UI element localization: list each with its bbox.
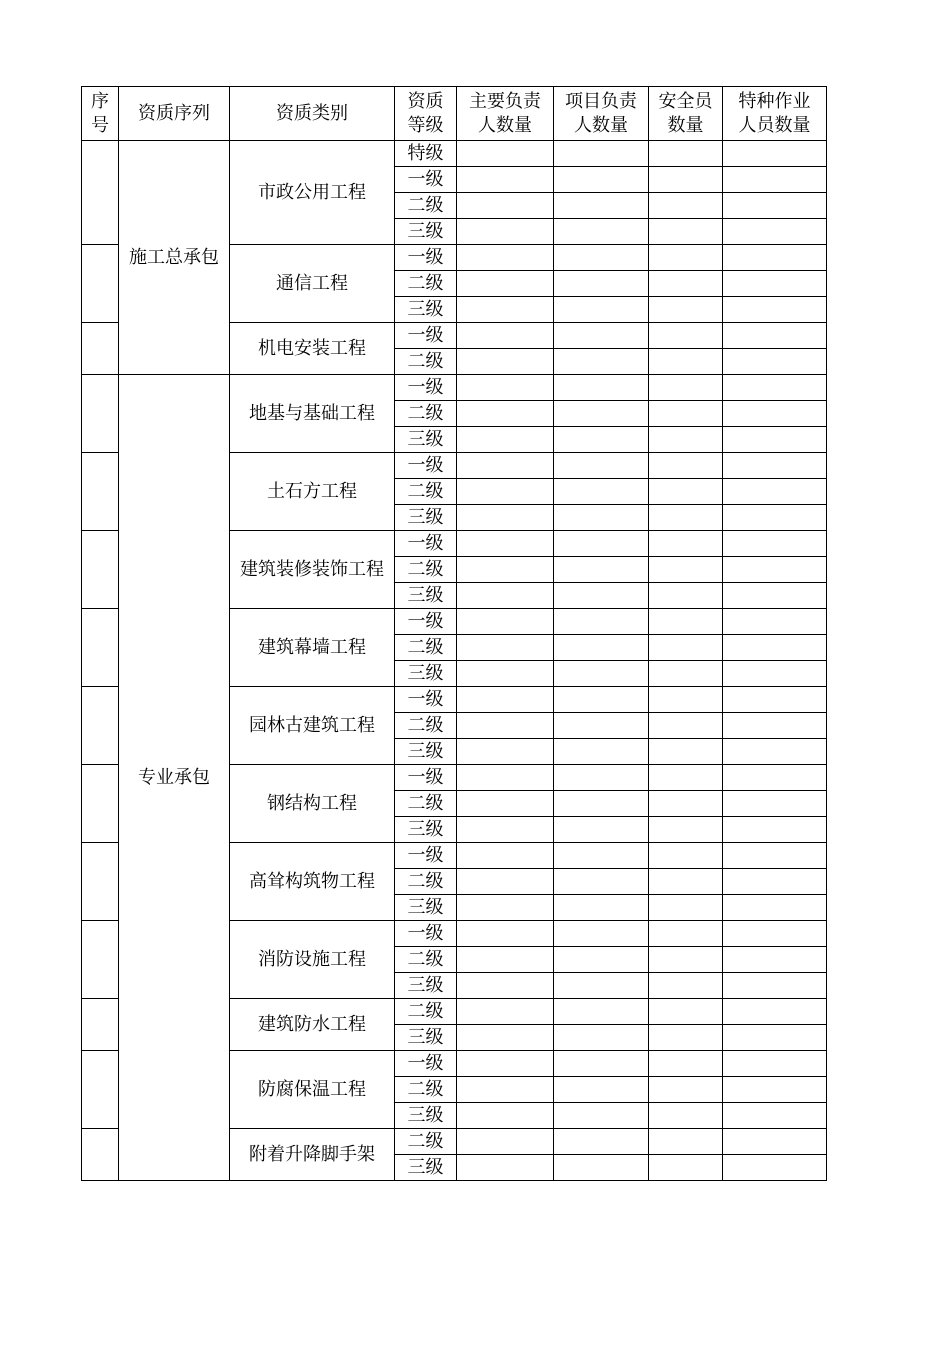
special-count-cell[interactable] — [723, 427, 827, 453]
principal-count-cell[interactable] — [457, 193, 554, 219]
safety-count-cell[interactable] — [649, 1103, 723, 1129]
grade-cell: 三级 — [395, 1103, 457, 1129]
project-lead-count-cell[interactable] — [554, 739, 649, 765]
grade-cell: 三级 — [395, 1155, 457, 1181]
special-count-cell[interactable] — [723, 739, 827, 765]
principal-count-cell[interactable] — [457, 375, 554, 401]
header-principal — [457, 87, 554, 141]
special-count-cell[interactable] — [723, 297, 827, 323]
safety-count-cell[interactable] — [649, 375, 723, 401]
seq-cell[interactable] — [82, 453, 119, 531]
safety-count-cell[interactable] — [649, 271, 723, 297]
project-lead-count-cell[interactable] — [554, 479, 649, 505]
safety-count-cell[interactable] — [649, 1129, 723, 1155]
safety-count-cell[interactable] — [649, 297, 723, 323]
principal-count-cell[interactable] — [457, 349, 554, 375]
special-count-cell[interactable] — [723, 1129, 827, 1155]
project-lead-count-cell[interactable] — [554, 1155, 649, 1181]
seq-cell[interactable] — [82, 1129, 119, 1181]
grade-cell: 三级 — [395, 583, 457, 609]
special-count-cell[interactable] — [723, 635, 827, 661]
grade-cell: 二级 — [395, 791, 457, 817]
grade-cell: 一级 — [395, 609, 457, 635]
safety-count-cell[interactable] — [649, 167, 723, 193]
special-count-cell[interactable] — [723, 817, 827, 843]
safety-count-cell[interactable] — [649, 869, 723, 895]
grade-cell: 一级 — [395, 765, 457, 791]
special-count-cell[interactable] — [723, 245, 827, 271]
seq-cell[interactable] — [82, 375, 119, 453]
project-lead-count-cell[interactable] — [554, 895, 649, 921]
safety-count-cell[interactable] — [649, 349, 723, 375]
grade-cell: 二级 — [395, 349, 457, 375]
principal-count-cell[interactable] — [457, 947, 554, 973]
qualification-table — [81, 86, 827, 1181]
project-lead-count-cell[interactable] — [554, 453, 649, 479]
safety-count-cell[interactable] — [649, 427, 723, 453]
principal-count-cell[interactable] — [457, 245, 554, 271]
header-safety-line-1: 安全员 — [658, 90, 713, 112]
special-count-cell[interactable] — [723, 375, 827, 401]
special-count-cell[interactable] — [723, 401, 827, 427]
category-cell: 建筑幕墙工程 — [230, 609, 395, 687]
safety-count-cell[interactable] — [649, 765, 723, 791]
safety-count-cell[interactable] — [649, 1051, 723, 1077]
grade-cell: 二级 — [395, 1129, 457, 1155]
principal-count-cell[interactable] — [457, 1103, 554, 1129]
grade-cell: 二级 — [395, 479, 457, 505]
table-body — [82, 141, 827, 1181]
header-grade-line-1: 资质 — [407, 90, 444, 112]
principal-count-cell[interactable] — [457, 479, 554, 505]
category-cell: 消防设施工程 — [230, 921, 395, 999]
project-lead-count-cell[interactable] — [554, 921, 649, 947]
grade-cell: 三级 — [395, 427, 457, 453]
header-special-line-1: 特种作业 — [738, 90, 811, 112]
principal-count-cell[interactable] — [457, 531, 554, 557]
special-count-cell[interactable] — [723, 271, 827, 297]
grade-cell: 三级 — [395, 973, 457, 999]
safety-count-cell[interactable] — [649, 1025, 723, 1051]
project-lead-count-cell[interactable] — [554, 219, 649, 245]
principal-count-cell[interactable] — [457, 167, 554, 193]
principal-count-cell[interactable] — [457, 453, 554, 479]
project-lead-count-cell[interactable] — [554, 349, 649, 375]
category-cell: 园林古建筑工程 — [230, 687, 395, 765]
grade-cell: 二级 — [395, 947, 457, 973]
project-lead-count-cell[interactable] — [554, 245, 649, 271]
header-grade-line-2: 等级 — [407, 114, 444, 136]
safety-count-cell[interactable] — [649, 401, 723, 427]
header-seq-line-1: 序 — [91, 90, 109, 112]
grade-cell: 二级 — [395, 557, 457, 583]
special-count-cell[interactable] — [723, 453, 827, 479]
project-lead-count-cell[interactable] — [554, 1103, 649, 1129]
category-cell: 防腐保温工程 — [230, 1051, 395, 1129]
grade-cell: 一级 — [395, 531, 457, 557]
special-count-cell[interactable] — [723, 1025, 827, 1051]
special-count-cell[interactable] — [723, 843, 827, 869]
principal-count-cell[interactable] — [457, 323, 554, 349]
special-count-cell[interactable] — [723, 609, 827, 635]
grade-cell: 一级 — [395, 375, 457, 401]
grade-cell: 一级 — [395, 921, 457, 947]
project-lead-count-cell[interactable] — [554, 505, 649, 531]
special-count-cell[interactable] — [723, 999, 827, 1025]
principal-count-cell[interactable] — [457, 1077, 554, 1103]
safety-count-cell[interactable] — [649, 479, 723, 505]
safety-count-cell[interactable] — [649, 141, 723, 167]
project-lead-count-cell[interactable] — [554, 167, 649, 193]
special-count-cell[interactable] — [723, 141, 827, 167]
safety-count-cell[interactable] — [649, 531, 723, 557]
grade-cell: 特级 — [395, 141, 457, 167]
special-count-cell[interactable] — [723, 479, 827, 505]
special-count-cell[interactable] — [723, 791, 827, 817]
grade-cell: 一级 — [395, 687, 457, 713]
header-grade — [395, 87, 457, 141]
principal-count-cell[interactable] — [457, 427, 554, 453]
grade-cell: 二级 — [395, 999, 457, 1025]
project-lead-count-cell[interactable] — [554, 609, 649, 635]
project-lead-count-cell[interactable] — [554, 375, 649, 401]
project-lead-count-cell[interactable] — [554, 713, 649, 739]
grade-cell: 一级 — [395, 1051, 457, 1077]
seq-cell[interactable] — [82, 245, 119, 323]
category-cell: 地基与基础工程 — [230, 375, 395, 453]
series-cell: 专业承包 — [119, 375, 230, 1181]
safety-count-cell[interactable] — [649, 635, 723, 661]
safety-count-cell[interactable] — [649, 843, 723, 869]
safety-count-cell[interactable] — [649, 323, 723, 349]
safety-count-cell[interactable] — [649, 245, 723, 271]
grade-cell: 二级 — [395, 713, 457, 739]
principal-count-cell[interactable] — [457, 843, 554, 869]
safety-count-cell[interactable] — [649, 739, 723, 765]
category-cell: 建筑装修装饰工程 — [230, 531, 395, 609]
safety-count-cell[interactable] — [649, 219, 723, 245]
seq-cell[interactable] — [82, 323, 119, 375]
seq-cell[interactable] — [82, 921, 119, 999]
seq-cell[interactable] — [82, 531, 119, 609]
grade-cell: 二级 — [395, 635, 457, 661]
safety-count-cell[interactable] — [649, 1155, 723, 1181]
series-cell: 施工总承包 — [119, 141, 230, 375]
special-count-cell[interactable] — [723, 1155, 827, 1181]
project-lead-count-cell[interactable] — [554, 661, 649, 687]
safety-count-cell[interactable] — [649, 713, 723, 739]
principal-count-cell[interactable] — [457, 219, 554, 245]
principal-count-cell[interactable] — [457, 973, 554, 999]
safety-count-cell[interactable] — [649, 999, 723, 1025]
special-count-cell[interactable] — [723, 193, 827, 219]
special-count-cell[interactable] — [723, 973, 827, 999]
grade-cell: 三级 — [395, 297, 457, 323]
category-cell: 高耸构筑物工程 — [230, 843, 395, 921]
principal-count-cell[interactable] — [457, 687, 554, 713]
table-row — [82, 375, 827, 401]
header-project-lead-line-1: 项目负责 — [565, 90, 637, 112]
seq-cell[interactable] — [82, 765, 119, 843]
safety-count-cell[interactable] — [649, 947, 723, 973]
safety-count-cell[interactable] — [649, 921, 723, 947]
category-cell: 钢结构工程 — [230, 765, 395, 843]
header-special-line-2: 人员数量 — [738, 114, 811, 136]
principal-count-cell[interactable] — [457, 505, 554, 531]
header-special — [723, 87, 827, 141]
special-count-cell[interactable] — [723, 323, 827, 349]
grade-cell: 二级 — [395, 271, 457, 297]
project-lead-count-cell[interactable] — [554, 687, 649, 713]
grade-cell: 一级 — [395, 167, 457, 193]
project-lead-count-cell[interactable] — [554, 973, 649, 999]
safety-count-cell[interactable] — [649, 583, 723, 609]
seq-cell[interactable] — [82, 999, 119, 1051]
special-count-cell[interactable] — [723, 167, 827, 193]
special-count-cell[interactable] — [723, 531, 827, 557]
project-lead-count-cell[interactable] — [554, 1051, 649, 1077]
safety-count-cell[interactable] — [649, 791, 723, 817]
project-lead-count-cell[interactable] — [554, 791, 649, 817]
project-lead-count-cell[interactable] — [554, 193, 649, 219]
grade-cell: 三级 — [395, 817, 457, 843]
safety-count-cell[interactable] — [649, 687, 723, 713]
category-cell: 建筑防水工程 — [230, 999, 395, 1051]
header-safety-line-2: 数量 — [667, 114, 704, 136]
project-lead-count-cell[interactable] — [554, 817, 649, 843]
seq-cell[interactable] — [82, 843, 119, 921]
header-project-lead-line-2: 人数量 — [574, 114, 628, 136]
header-seq — [82, 87, 119, 141]
grade-cell: 二级 — [395, 1077, 457, 1103]
principal-count-cell[interactable] — [457, 1051, 554, 1077]
header-seq-line-2: 号 — [91, 114, 109, 136]
principal-count-cell[interactable] — [457, 141, 554, 167]
project-lead-count-cell[interactable] — [554, 401, 649, 427]
special-count-cell[interactable] — [723, 895, 827, 921]
project-lead-count-cell[interactable] — [554, 947, 649, 973]
principal-count-cell[interactable] — [457, 661, 554, 687]
header-principal-line-1: 主要负责 — [469, 90, 541, 112]
special-count-cell[interactable] — [723, 661, 827, 687]
project-lead-count-cell[interactable] — [554, 531, 649, 557]
project-lead-count-cell[interactable] — [554, 297, 649, 323]
special-count-cell[interactable] — [723, 219, 827, 245]
seq-cell[interactable] — [82, 1051, 119, 1129]
special-count-cell[interactable] — [723, 505, 827, 531]
special-count-cell[interactable] — [723, 1103, 827, 1129]
special-count-cell[interactable] — [723, 349, 827, 375]
seq-cell[interactable] — [82, 609, 119, 687]
principal-count-cell[interactable] — [457, 1025, 554, 1051]
special-count-cell[interactable] — [723, 713, 827, 739]
seq-cell[interactable] — [82, 141, 119, 245]
principal-count-cell[interactable] — [457, 817, 554, 843]
principal-count-cell[interactable] — [457, 297, 554, 323]
grade-cell: 三级 — [395, 1025, 457, 1051]
project-lead-count-cell[interactable] — [554, 843, 649, 869]
project-lead-count-cell[interactable] — [554, 141, 649, 167]
principal-count-cell[interactable] — [457, 609, 554, 635]
special-count-cell[interactable] — [723, 765, 827, 791]
principal-count-cell[interactable] — [457, 635, 554, 661]
grade-cell: 一级 — [395, 245, 457, 271]
project-lead-count-cell[interactable] — [554, 323, 649, 349]
safety-count-cell[interactable] — [649, 817, 723, 843]
project-lead-count-cell[interactable] — [554, 1025, 649, 1051]
principal-count-cell[interactable] — [457, 1129, 554, 1155]
grade-cell: 三级 — [395, 219, 457, 245]
grade-cell: 三级 — [395, 661, 457, 687]
table-row — [82, 141, 827, 167]
safety-count-cell[interactable] — [649, 895, 723, 921]
grade-cell: 一级 — [395, 453, 457, 479]
principal-count-cell[interactable] — [457, 713, 554, 739]
safety-count-cell[interactable] — [649, 661, 723, 687]
category-cell: 市政公用工程 — [230, 141, 395, 245]
special-count-cell[interactable] — [723, 583, 827, 609]
principal-count-cell[interactable] — [457, 765, 554, 791]
principal-count-cell[interactable] — [457, 739, 554, 765]
safety-count-cell[interactable] — [649, 505, 723, 531]
safety-count-cell[interactable] — [649, 193, 723, 219]
special-count-cell[interactable] — [723, 1051, 827, 1077]
project-lead-count-cell[interactable] — [554, 869, 649, 895]
project-lead-count-cell[interactable] — [554, 271, 649, 297]
grade-cell: 二级 — [395, 869, 457, 895]
category-cell: 机电安装工程 — [230, 323, 395, 375]
grade-cell: 三级 — [395, 505, 457, 531]
principal-count-cell[interactable] — [457, 401, 554, 427]
special-count-cell[interactable] — [723, 921, 827, 947]
safety-count-cell[interactable] — [649, 557, 723, 583]
special-count-cell[interactable] — [723, 1077, 827, 1103]
project-lead-count-cell[interactable] — [554, 583, 649, 609]
principal-count-cell[interactable] — [457, 921, 554, 947]
header-safety — [649, 87, 723, 141]
safety-count-cell[interactable] — [649, 973, 723, 999]
project-lead-count-cell[interactable] — [554, 557, 649, 583]
grade-cell: 三级 — [395, 739, 457, 765]
principal-count-cell[interactable] — [457, 999, 554, 1025]
safety-count-cell[interactable] — [649, 609, 723, 635]
header-project-lead — [554, 87, 649, 141]
grade-cell: 一级 — [395, 323, 457, 349]
grade-cell: 一级 — [395, 843, 457, 869]
grade-cell: 三级 — [395, 895, 457, 921]
special-count-cell[interactable] — [723, 869, 827, 895]
special-count-cell[interactable] — [723, 687, 827, 713]
special-count-cell[interactable] — [723, 557, 827, 583]
principal-count-cell[interactable] — [457, 1155, 554, 1181]
header-row — [82, 87, 827, 141]
principal-count-cell[interactable] — [457, 869, 554, 895]
principal-count-cell[interactable] — [457, 791, 554, 817]
principal-count-cell[interactable] — [457, 557, 554, 583]
principal-count-cell[interactable] — [457, 895, 554, 921]
principal-count-cell[interactable] — [457, 583, 554, 609]
project-lead-count-cell[interactable] — [554, 427, 649, 453]
safety-count-cell[interactable] — [649, 453, 723, 479]
grade-cell: 二级 — [395, 401, 457, 427]
project-lead-count-cell[interactable] — [554, 1077, 649, 1103]
project-lead-count-cell[interactable] — [554, 635, 649, 661]
header-category: 资质类别 — [230, 87, 395, 141]
grade-cell: 二级 — [395, 193, 457, 219]
principal-count-cell[interactable] — [457, 271, 554, 297]
safety-count-cell[interactable] — [649, 1077, 723, 1103]
header-series: 资质序列 — [119, 87, 230, 141]
project-lead-count-cell[interactable] — [554, 1129, 649, 1155]
category-cell: 土石方工程 — [230, 453, 395, 531]
header-principal-line-2: 人数量 — [478, 114, 532, 136]
category-cell: 附着升降脚手架 — [230, 1129, 395, 1181]
project-lead-count-cell[interactable] — [554, 765, 649, 791]
category-cell: 通信工程 — [230, 245, 395, 323]
project-lead-count-cell[interactable] — [554, 999, 649, 1025]
special-count-cell[interactable] — [723, 947, 827, 973]
seq-cell[interactable] — [82, 687, 119, 765]
